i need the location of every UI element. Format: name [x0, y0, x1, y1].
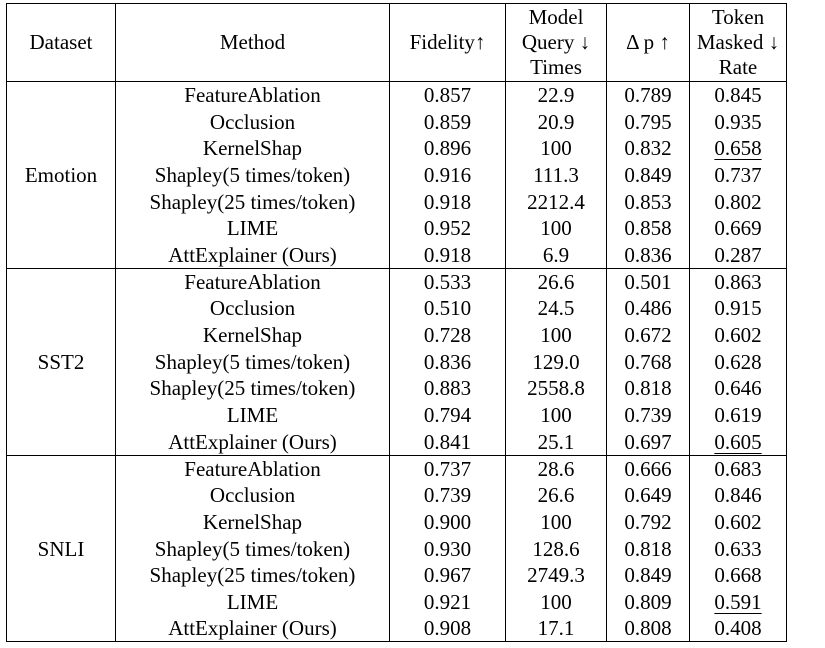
table-row: [7, 268, 787, 295]
fidelity-cell: 0.857: [390, 82, 506, 109]
query-times-cell: 25.1: [506, 428, 607, 455]
fidelity-cell: 0.967: [390, 562, 506, 589]
query-times-cell: 100: [506, 322, 607, 349]
token-masked-rate-cell: 0.605: [690, 428, 787, 455]
fidelity-cell: 0.841: [390, 428, 506, 455]
table-row: [7, 322, 787, 349]
method-cell: Shapley(5 times/token): [116, 162, 390, 189]
table-row: [7, 375, 787, 402]
fidelity-cell: 0.918: [390, 188, 506, 215]
dataset-cell: SNLI: [7, 455, 116, 642]
table-row: [7, 215, 787, 242]
table-row: [7, 162, 787, 189]
token-masked-rate-cell: 0.845: [690, 82, 787, 109]
token-masked-rate-cell: 0.646: [690, 375, 787, 402]
method-cell: Shapley(25 times/token): [116, 562, 390, 589]
delta-p-cell: 0.818: [607, 375, 690, 402]
token-masked-rate-cell: 0.591: [690, 589, 787, 616]
delta-p-cell: 0.832: [607, 135, 690, 162]
table-row: [7, 135, 787, 162]
header-token-masked-rate: [690, 4, 787, 82]
fidelity-cell: 0.908: [390, 615, 506, 642]
delta-p-cell: 0.808: [607, 615, 690, 642]
method-cell: AttExplainer (Ours): [116, 428, 390, 455]
query-times-cell: 26.6: [506, 482, 607, 509]
delta-p-cell: 0.849: [607, 162, 690, 189]
header-delta-p: Δ p ↑: [607, 4, 690, 82]
token-masked-rate-cell: 0.287: [690, 242, 787, 269]
query-times-cell: 22.9: [506, 82, 607, 109]
token-masked-rate-cell: 0.602: [690, 322, 787, 349]
delta-p-cell: 0.853: [607, 188, 690, 215]
query-times-cell: 100: [506, 135, 607, 162]
query-times-cell: 24.5: [506, 295, 607, 322]
query-times-cell: 2749.3: [506, 562, 607, 589]
delta-p-cell: 0.666: [607, 455, 690, 482]
token-masked-rate-cell: 0.935: [690, 108, 787, 135]
token-masked-rate-cell: 0.633: [690, 535, 787, 562]
delta-p-cell: 0.789: [607, 82, 690, 109]
method-cell: LIME: [116, 402, 390, 429]
delta-p-cell: 0.649: [607, 482, 690, 509]
query-times-cell: 129.0: [506, 348, 607, 375]
fidelity-cell: 0.918: [390, 242, 506, 269]
fidelity-cell: 0.533: [390, 268, 506, 295]
token-masked-rate-cell: 0.668: [690, 562, 787, 589]
fidelity-cell: 0.859: [390, 108, 506, 135]
query-times-cell: 2558.8: [506, 375, 607, 402]
table-row: [7, 482, 787, 509]
token-masked-rate-cell: 0.846: [690, 482, 787, 509]
token-masked-rate-cell: 0.619: [690, 402, 787, 429]
method-cell: FeatureAblation: [116, 268, 390, 295]
table-row: [7, 589, 787, 616]
method-cell: Shapley(25 times/token): [116, 375, 390, 402]
query-times-cell: 20.9: [506, 108, 607, 135]
delta-p-cell: 0.739: [607, 402, 690, 429]
header-token-masked-rate-line-1: Token: [711, 5, 765, 29]
method-cell: Occlusion: [116, 295, 390, 322]
delta-p-cell: 0.795: [607, 108, 690, 135]
query-times-cell: 100: [506, 402, 607, 429]
header-token-masked-rate-line-2: Masked ↓: [696, 30, 780, 54]
fidelity-cell: 0.883: [390, 375, 506, 402]
fidelity-cell: 0.952: [390, 215, 506, 242]
token-masked-rate-cell: 0.628: [690, 348, 787, 375]
dataset-cell: Emotion: [7, 82, 116, 269]
table-body: [7, 82, 787, 642]
token-masked-rate-cell: 0.658: [690, 135, 787, 162]
header-method: Method: [116, 4, 390, 82]
table-row: [7, 428, 787, 455]
token-masked-rate-cell: 0.408: [690, 615, 787, 642]
results-table: [6, 3, 787, 642]
table-row: [7, 108, 787, 135]
method-cell: Occlusion: [116, 108, 390, 135]
query-times-cell: 100: [506, 509, 607, 536]
method-cell: KernelShap: [116, 135, 390, 162]
header-token-masked-rate-line-3: Rate: [718, 55, 758, 79]
table-row: [7, 535, 787, 562]
header-query-times-line-3: Times: [530, 55, 582, 79]
delta-p-cell: 0.486: [607, 295, 690, 322]
delta-p-cell: 0.818: [607, 535, 690, 562]
method-cell: AttExplainer (Ours): [116, 615, 390, 642]
table-row: [7, 82, 787, 109]
fidelity-cell: 0.921: [390, 589, 506, 616]
query-times-cell: 26.6: [506, 268, 607, 295]
delta-p-cell: 0.672: [607, 322, 690, 349]
table-row: [7, 455, 787, 482]
method-cell: KernelShap: [116, 322, 390, 349]
method-cell: FeatureAblation: [116, 82, 390, 109]
method-cell: LIME: [116, 589, 390, 616]
query-times-cell: 17.1: [506, 615, 607, 642]
delta-p-cell: 0.858: [607, 215, 690, 242]
table-row: [7, 615, 787, 642]
header-query-times: [506, 4, 607, 82]
delta-p-cell: 0.809: [607, 589, 690, 616]
fidelity-cell: 0.737: [390, 455, 506, 482]
token-masked-rate-cell: 0.863: [690, 268, 787, 295]
query-times-cell: 28.6: [506, 455, 607, 482]
method-cell: Shapley(5 times/token): [116, 348, 390, 375]
fidelity-cell: 0.930: [390, 535, 506, 562]
token-masked-rate-cell: 0.802: [690, 188, 787, 215]
fidelity-cell: 0.896: [390, 135, 506, 162]
method-cell: Shapley(25 times/token): [116, 188, 390, 215]
token-masked-rate-cell: 0.669: [690, 215, 787, 242]
fidelity-cell: 0.510: [390, 295, 506, 322]
delta-p-cell: 0.849: [607, 562, 690, 589]
token-masked-rate-cell: 0.915: [690, 295, 787, 322]
method-cell: LIME: [116, 215, 390, 242]
header-query-times-line-2: Query ↓: [521, 30, 591, 54]
fidelity-cell: 0.916: [390, 162, 506, 189]
table-row: [7, 562, 787, 589]
query-times-cell: 6.9: [506, 242, 607, 269]
header-dataset: Dataset: [7, 4, 116, 82]
header-query-times-line-1: Model: [528, 5, 584, 29]
query-times-cell: 128.6: [506, 535, 607, 562]
table-header: [7, 4, 787, 82]
header-fidelity: Fidelity↑: [390, 4, 506, 82]
query-times-cell: 100: [506, 215, 607, 242]
token-masked-rate-cell: 0.602: [690, 509, 787, 536]
delta-p-cell: 0.792: [607, 509, 690, 536]
method-cell: FeatureAblation: [116, 455, 390, 482]
method-cell: AttExplainer (Ours): [116, 242, 390, 269]
table-row: [7, 348, 787, 375]
method-cell: Occlusion: [116, 482, 390, 509]
delta-p-cell: 0.697: [607, 428, 690, 455]
method-cell: KernelShap: [116, 509, 390, 536]
table-row: [7, 509, 787, 536]
dataset-cell: SST2: [7, 268, 116, 455]
token-masked-rate-cell: 0.683: [690, 455, 787, 482]
fidelity-cell: 0.728: [390, 322, 506, 349]
delta-p-cell: 0.768: [607, 348, 690, 375]
token-masked-rate-cell: 0.737: [690, 162, 787, 189]
method-cell: Shapley(5 times/token): [116, 535, 390, 562]
table-row: [7, 402, 787, 429]
fidelity-cell: 0.739: [390, 482, 506, 509]
delta-p-cell: 0.501: [607, 268, 690, 295]
fidelity-cell: 0.836: [390, 348, 506, 375]
query-times-cell: 100: [506, 589, 607, 616]
header-row: [7, 4, 787, 82]
table-row: [7, 188, 787, 215]
query-times-cell: 111.3: [506, 162, 607, 189]
query-times-cell: 2212.4: [506, 188, 607, 215]
table-row: [7, 242, 787, 269]
table-row: [7, 295, 787, 322]
fidelity-cell: 0.794: [390, 402, 506, 429]
fidelity-cell: 0.900: [390, 509, 506, 536]
delta-p-cell: 0.836: [607, 242, 690, 269]
